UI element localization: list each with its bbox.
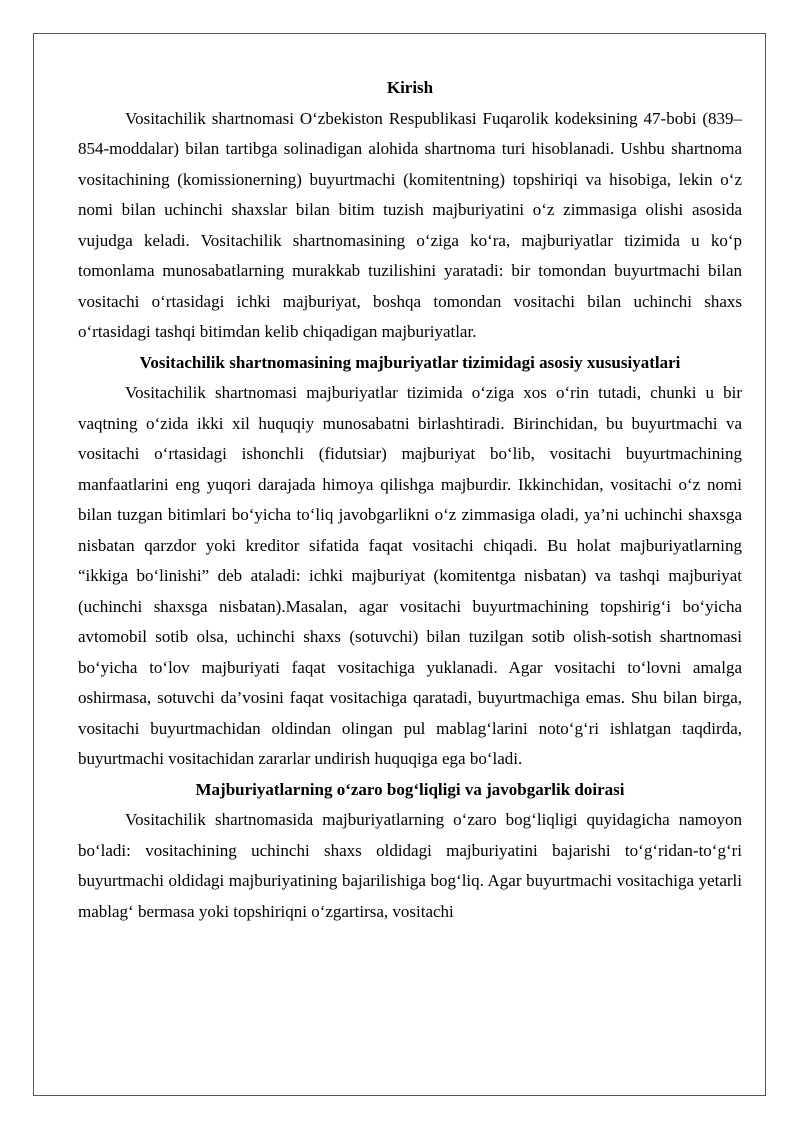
section-paragraph-2: Vositachilik shartnomasida majburiyatlarning o‘zaro bog‘liqligi quyidagicha namoyon bo‘ladi: vositachining uchinchi shaxs oldidagi majburiyatini bajarishi to‘g‘ridan-to‘g‘ri buyurtmachi oldidagi majburiyatining bajarilishiga bog‘liq. Agar buyurtmachi vositachiga yetarli mablag‘ bermasa yoki topshiriqni o‘zgartirsa, vositachi xyxy=(78,810,742,921)
document-title: Kirish xyxy=(386,78,434,97)
document-body xyxy=(78,73,742,927)
section-heading-2: Majburiyatlarning o‘zaro bog‘liqligi va javobgarlik doirasi xyxy=(195,779,625,799)
section-heading-1: Vositachilik shartnomasining majburiyatlar tizimidagi asosiy xususiyatlari xyxy=(139,352,681,372)
section-paragraph-1: Vositachilik shartnomasi majburiyatlar tizimida o‘ziga xos o‘rin tutadi, chunki u bir vaqtning o‘zida ikki xil huquqiy munosabatni birlashtiradi. Birinchidan, bu buyurtmachi va vositachi o‘rtasidagi ishonchli (fidutsiar) majburiyat bo‘lib, vositachi buyurtmachining manfaatlarini eng yuqori darajada himoya qilishga majburdir. Ikkinchidan, vositachi o‘z nomi bilan tuzgan bitimlari bo‘yicha to‘liq javobgarlikni o‘z zimmasiga oladi, ya’ni uchinchi shaxsga nisbatan qarzdor yoki kreditor sifatida faqat vositachi chiqadi. Bu holat majburiyatlarning “ikkiga bo‘linishi” deb ataladi: ichki majburiyat (komitentga nisbatan) va tashqi majburiyat (uchinchi shaxsga nisbatan).Masalan, agar vositachi buyurtmachining topshirig‘i bo‘yicha avtomobil sotib olsa, uchinchi shaxs (sotuvchi) bilan tuzilgan sotib olish-sotish shartnomasi bo‘yicha to‘lov majburiyati faqat vositachiga yuklanadi. Agar vositachi to‘lovni amalga oshirmasa, sotuvchi da’vosini faqat vositachiga qaratadi, buyurtmachiga emas. Shu bilan birga, vositachi buyurtmachidan oldindan olingan pul mablag‘larini noto‘g‘ri ishlatgan taqdirda, buyurtmachi vositachidan zararlar undirish huquqiga ega bo‘ladi. xyxy=(78,383,742,768)
intro-paragraph: Vositachilik shartnomasi O‘zbekiston Respublikasi Fuqarolik kodeksining 47-bobi (839–854-moddalar) bilan tartibga solinadigan alohida shartnoma turi hisoblanadi. Ushbu shartnoma vositachining (komissionerning) buyurtmachi (komitentning) topshiriqi va hisobiga, lekin o‘z nomi bilan uchinchi shaxslar bilan bitim tuzish majburiyatini o‘z zimmasiga olishi asosida vujudga keladi. Vositachilik shartnomasining o‘ziga ko‘ra, majburiyatlar tizimida u ko‘p tomonlama munosabatlarning murakkab tuzilishini yaratadi: bir tomondan buyurtmachi bilan vositachi o‘rtasidagi ichki majburiyat, boshqa tomondan vositachi bilan uchinchi shaxs o‘rtasidagi tashqi bitimdan kelib chiqadigan majburiyatlar. xyxy=(78,108,742,341)
